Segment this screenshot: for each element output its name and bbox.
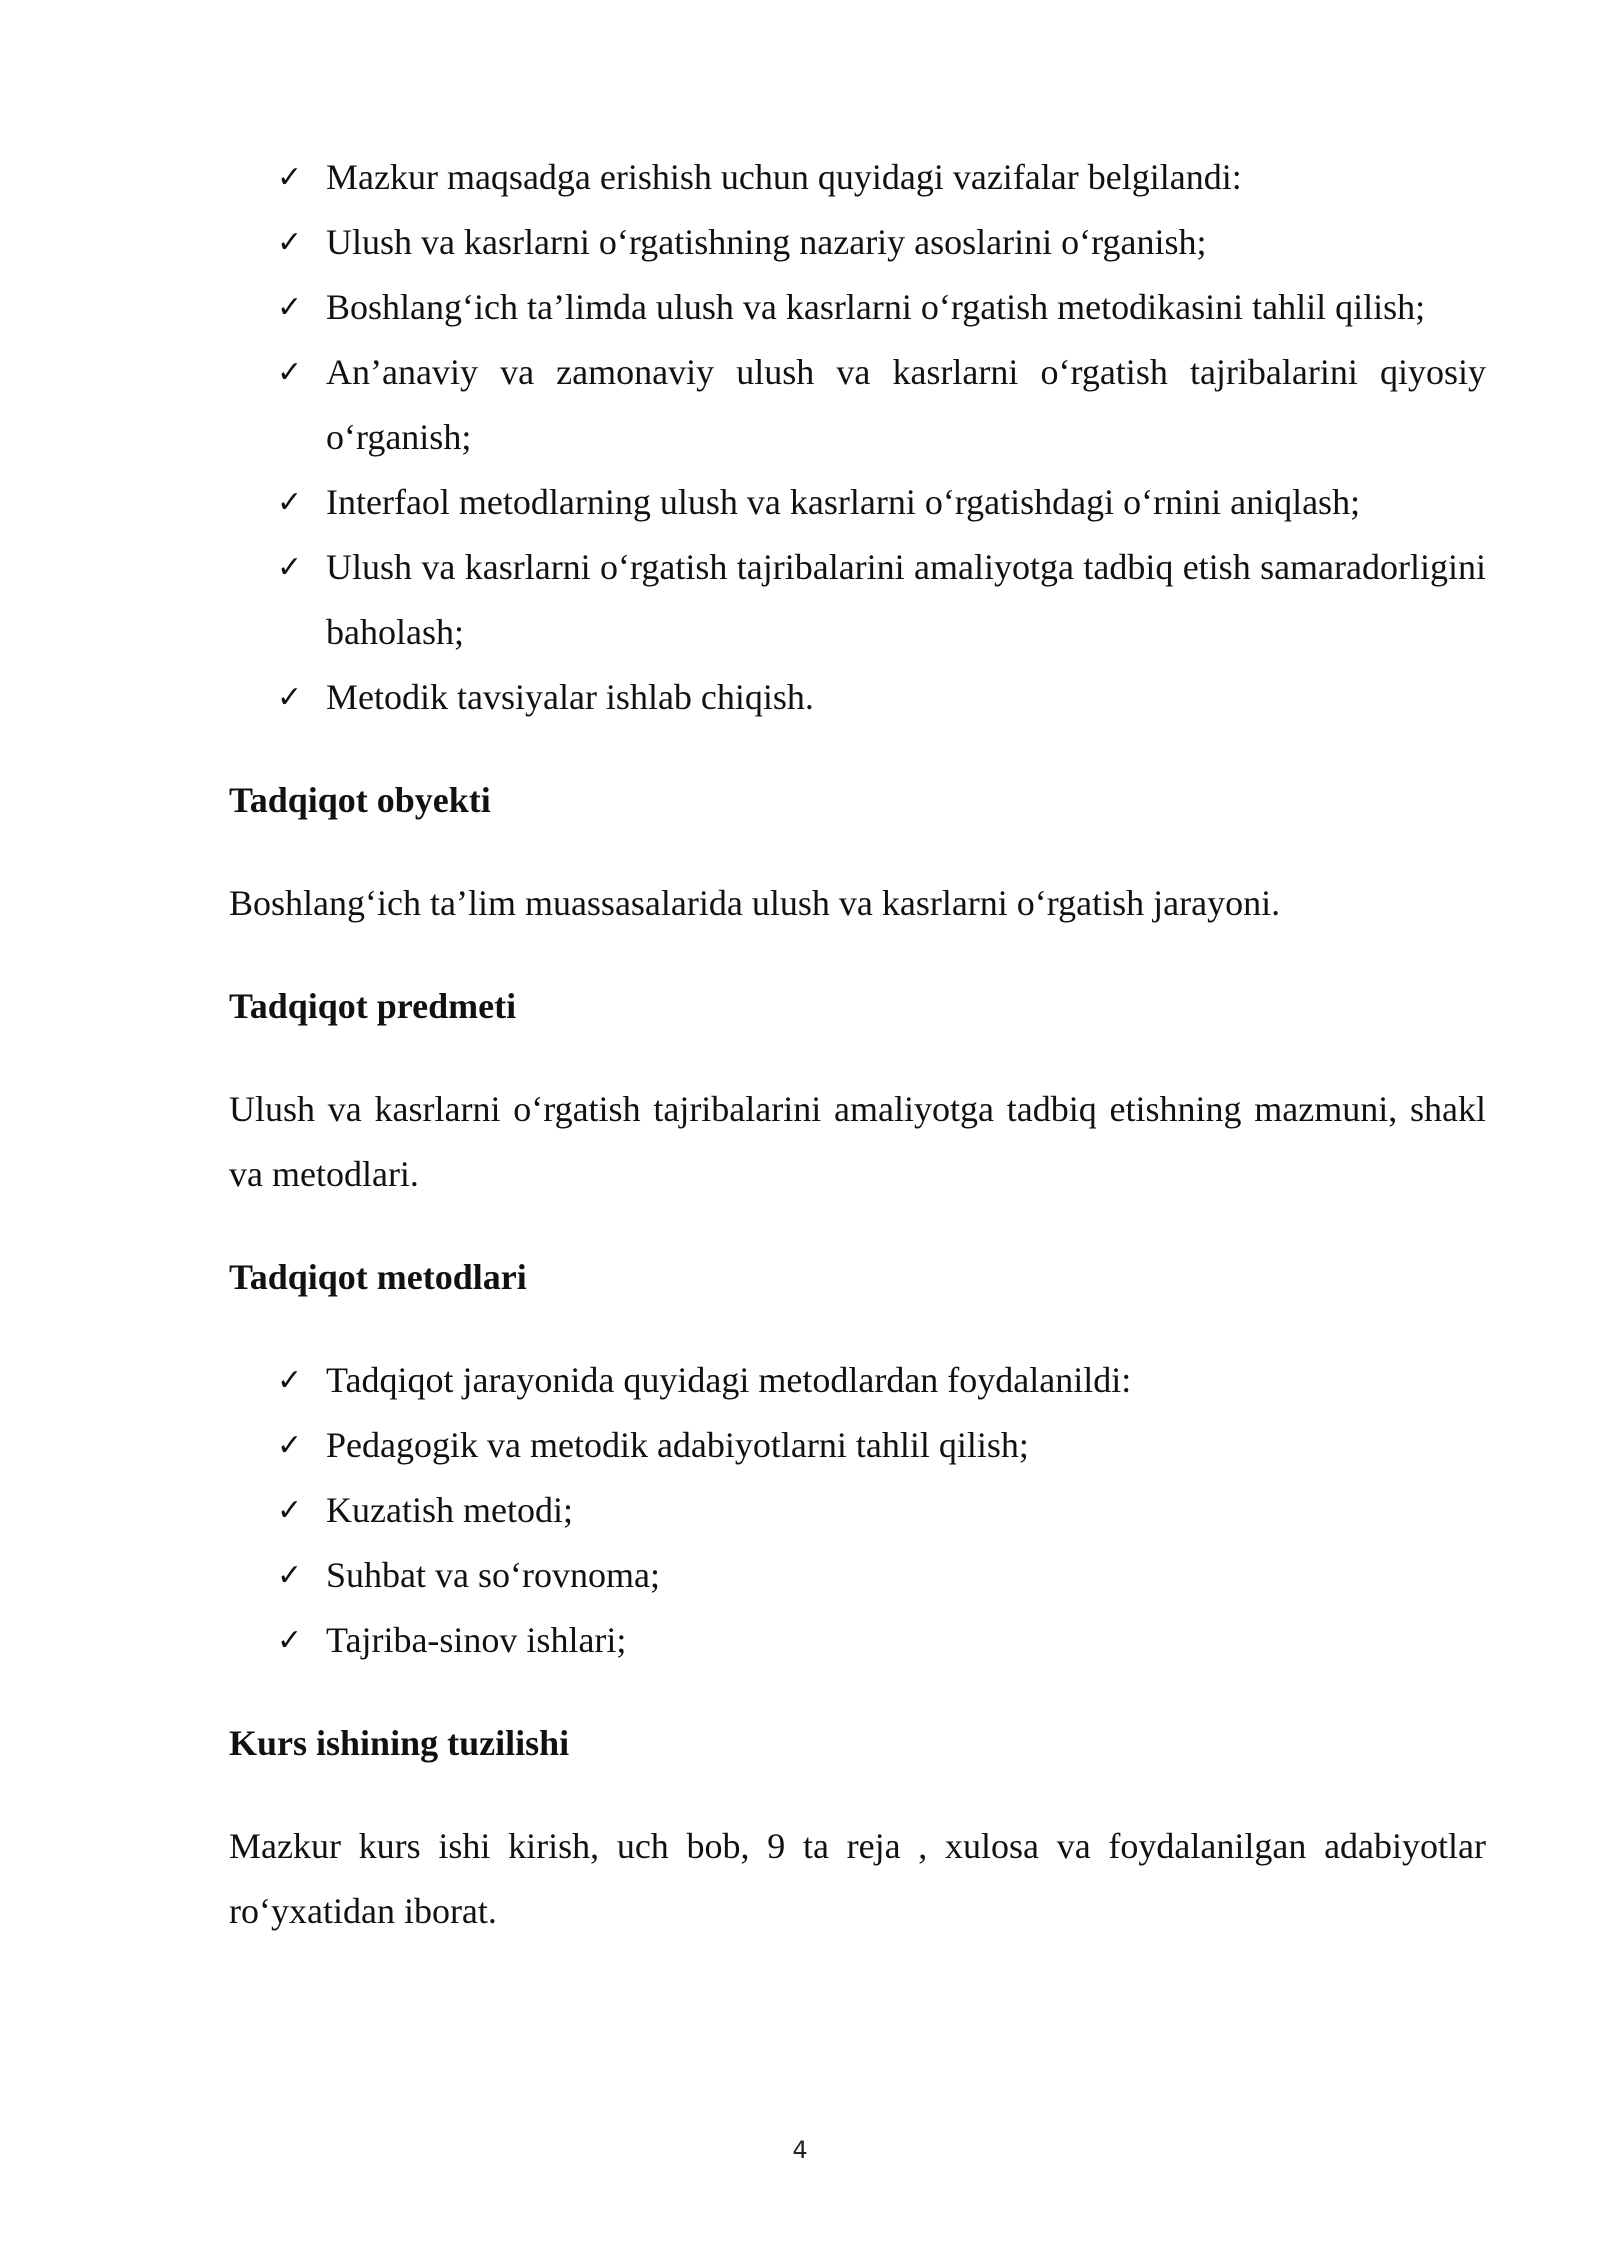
structure-heading: Kurs ishining tuzilishi xyxy=(229,1723,570,1763)
subject-heading: Tadqiqot predmeti xyxy=(229,986,517,1026)
list-item: ✓ Boshlang‘ich ta’limda ulush va kasrlarni o‘rgatish metodikasini tahlil qilish; xyxy=(229,275,1486,340)
checkmark-icon: ✓ xyxy=(277,1428,303,1463)
list-item: ✓ Metodik tavsiyalar ishlab chiqish. xyxy=(229,665,1486,730)
checkmark-icon: ✓ xyxy=(277,1493,303,1528)
list-item: ✓ Kuzatish metodi; xyxy=(229,1478,1486,1543)
checkmark-icon: ✓ xyxy=(277,550,303,585)
list-item: ✓ An’anaviy va zamonaviy ulush va kasrlarni o‘rgatish tajribalarini qiyosiy o‘rganish; xyxy=(229,340,1486,470)
list-item: ✓ Tadqiqot jarayonida quyidagi metodlardan foydalanildi: xyxy=(229,1348,1486,1413)
checkmark-icon: ✓ xyxy=(277,485,303,520)
structure-text: Mazkur kurs ishi kirish, uch bob, 9 ta reja , xulosa va foydalanilgan adabiyotlar ro‘yxatidan iborat. xyxy=(229,1826,1486,1931)
list-item: ✓ Suhbat va so‘rovnoma; xyxy=(229,1543,1486,1608)
methods-heading: Tadqiqot metodlari xyxy=(229,1257,527,1297)
subject-text: Ulush va kasrlarni o‘rgatish tajribalarini amaliyotga tadbiq etishning mazmuni, shakl va metodlari. xyxy=(229,1089,1486,1194)
list-item: ✓ Mazkur maqsadga erishish uchun quyidagi vazifalar belgilandi: xyxy=(229,145,1486,210)
checkmark-icon: ✓ xyxy=(277,160,303,195)
checkmark-icon: ✓ xyxy=(277,1363,303,1398)
tasks-list xyxy=(229,145,1486,730)
checkmark-icon: ✓ xyxy=(277,290,303,325)
checkmark-icon: ✓ xyxy=(277,680,303,715)
list-item: ✓ Interfaol metodlarning ulush va kasrlarni o‘rgatishdagi o‘rnini aniqlash; xyxy=(229,470,1486,535)
page-number: 4 xyxy=(792,2136,808,2164)
list-item: ✓ Pedagogik va metodik adabiyotlarni tahlil qilish; xyxy=(229,1413,1486,1478)
object-text: Boshlang‘ich ta’lim muassasalarida ulush va kasrlarni o‘rgatish jarayoni. xyxy=(229,883,1281,923)
document-page xyxy=(229,145,1486,1944)
checkmark-icon: ✓ xyxy=(277,1558,303,1593)
object-heading: Tadqiqot obyekti xyxy=(229,780,491,820)
checkmark-icon: ✓ xyxy=(277,225,303,260)
checkmark-icon: ✓ xyxy=(277,1623,303,1658)
list-item: ✓ Ulush va kasrlarni o‘rgatishning nazariy asoslarini o‘rganish; xyxy=(229,210,1486,275)
list-item: ✓ Ulush va kasrlarni o‘rgatish tajribalarini amaliyotga tadbiq etish samaradorligini baholash; xyxy=(229,535,1486,665)
checkmark-icon: ✓ xyxy=(277,355,303,390)
list-item: ✓ Tajriba-sinov ishlari; xyxy=(229,1608,1486,1673)
methods-list xyxy=(229,1348,1486,1673)
